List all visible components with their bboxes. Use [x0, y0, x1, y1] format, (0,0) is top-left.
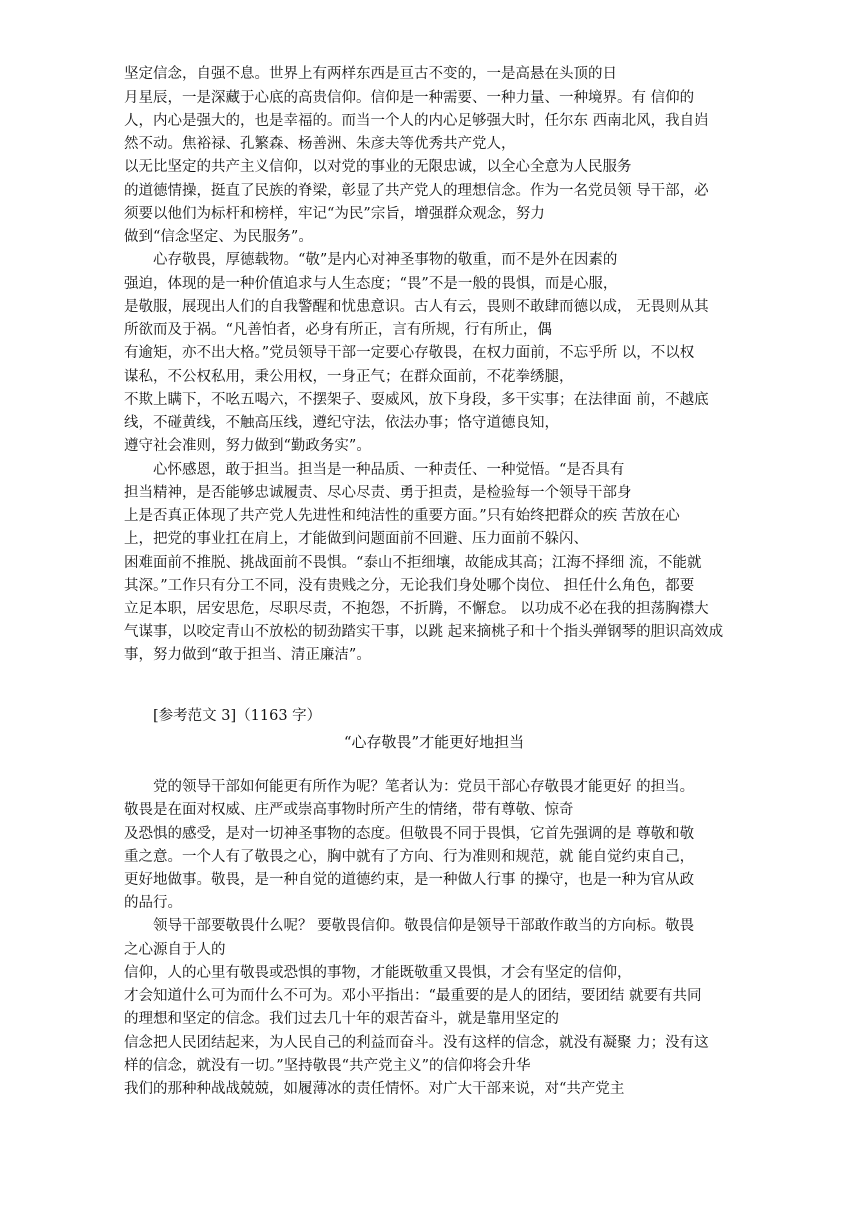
text-line: 及恐惧的感受，是对一切神圣事物的态度。但敬畏不同于畏惧，它首先强调的是 尊敬和敬	[124, 826, 695, 842]
text-line: 我们的那种种战战兢兢，如履薄冰的责任情怀。对广大干部来说，对“共产党主	[124, 1081, 625, 1097]
text-line: 做到“信念坚定、为民服务”。	[124, 229, 313, 245]
text-line: 之心源自于人的	[124, 942, 226, 958]
text-line: 谋私，不公权私用，秉公用权，一身正气；在群众面前，不花拳绣腿，	[124, 369, 574, 385]
text-line: 以无比坚定的共产主义信仰，以对党的事业的无限忠诚，以全心全意为人民服务	[124, 159, 632, 175]
text-line: 领导干部要敬畏什么呢？ 要敬畏信仰。敬畏信仰是领导干部敢作敢当的方向标。敬畏	[124, 918, 695, 934]
text-line: 的品行。	[124, 895, 182, 911]
text-line: 月星辰，一是深藏于心底的高贵信仰。信仰是一种需要、一种力量、一种境界。有 信仰的	[124, 90, 695, 106]
text-line: 遵守社会准则，努力做到“勤政务实”。	[124, 438, 371, 454]
text-line: 信仰，人的心里有敬畏或恐惧的事物，才能既敬重又畏惧，才会有坚定的信仰，	[124, 965, 632, 981]
text-line: 人，内心是强大的，也是幸福的。而当一个人的内心足够强大时，任尔东 西南北风，我自岿	[124, 113, 709, 129]
text-line: 强迫，体现的是一种价值追求与人生态度；“畏”不是一般的畏惧，而是心服，	[124, 276, 618, 292]
text-line: 党的领导干部如何能更有所作为呢？笔者认为：党员干部心存敬畏才能更好 的担当。	[124, 779, 695, 795]
text-line: 有逾矩，亦不出大格。”党员领导干部一定要心存敬畏，在权力面前，不忘乎所 以，不以权	[124, 345, 695, 361]
essay-title: “心存敬畏”才能更好地担当	[343, 733, 525, 751]
text-line: 心怀感恩，敢于担当。担当是一种品质、一种责任、一种觉悟。“是否具有	[124, 462, 625, 478]
reference-heading: [参考范文 3]（1163 字）	[124, 708, 322, 724]
text-line: 事，努力做到“敢于担当、清正廉洁”。	[124, 647, 371, 663]
text-line: 线，不碰黄线，不触高压线，遵纪守法，依法办事；恪守道德良知，	[124, 415, 559, 431]
text-line: 的理想和坚定的信念。我们过去几十年的艰苦奋斗，就是靠用坚定的	[124, 1011, 559, 1027]
text-line: 所欲而及于祸。“凡善怕者，必身有所正，言有所规，行有所止，偶	[124, 322, 552, 338]
text-line: 气谋事，以咬定青山不放松的韧劲踏实干事，以跳 起来摘桃子和十个指头弹钢琴的胆识高效成	[124, 624, 724, 640]
text-line: 才会知道什么可为而什么不可为。邓小平指出：“最重要的是人的团结，要团结 就要有共同	[124, 988, 702, 1004]
text-line: 重之意。一个人有了敬畏之心，胸中就有了方向、行为准则和规范，就 能自觉约束自己，	[124, 849, 695, 865]
text-line: 上是否真正体现了共产党人先进性和纯洁性的重要方面。”只有始终把群众的疾 苦放在心	[124, 508, 680, 524]
text-line: 更好地做事。敬畏，是一种自觉的道德约束，是一种做人行事 的操守，也是一种为官从政	[124, 872, 695, 888]
text-line: 担当精神，是否能够忠诚履责、尽心尽责、勇于担责，是检验每一个领导干部身	[124, 485, 632, 501]
text-line: 其深。”工作只有分工不同，没有贵贱之分，无论我们身处哪个岗位、 担任什么角色，都要	[124, 578, 695, 594]
text-line: 然不动。焦裕禄、孔繁森、杨善洲、朱彦夫等优秀共产党人，	[124, 136, 516, 152]
text-line: 坚定信念，自强不息。世界上有两样东西是亘古不变的，一是高悬在头顶的日	[124, 66, 617, 82]
text-line: 样的信念，就没有一切。”坚持敬畏“共产党主义”的信仰将会升华	[124, 1058, 531, 1074]
text-line: 上，把党的事业扛在肩上，才能做到问题面前不回避、压力面前不躲闪、	[124, 531, 588, 547]
text-line: 敬畏是在面对权威、庄严或崇高事物时所产生的情绪，带有尊敬、惊奇	[124, 802, 574, 818]
text-line: 不欺上瞒下，不吆五喝六，不摆架子、耍威风，放下身段，多干实事；在法律面 前，不越底	[124, 392, 709, 408]
text-line: 立足本职，居安思危，尽职尽责，不抱怨，不折腾，不懈怠。 以功成不必在我的担荡胸襟大	[124, 601, 709, 617]
text-line: 信念把人民团结起来，为人民自己的利益而奋斗。没有这样的信念，就没有凝聚 力；没有这	[124, 1035, 709, 1051]
text-line: 是敬服，展现出人们的自我警醒和忧患意识。古人有云，畏则不敢肆而德以成， 无畏则从其	[124, 299, 709, 315]
text-line: 的道德情操，挺直了民族的脊梁，彰显了共产党人的理想信念。作为一名党员领 导干部，必	[124, 183, 709, 199]
text-line: 心存敬畏，厚德载物。“敬”是内心对神圣事物的敬重，而不是外在因素的	[124, 252, 618, 268]
text-line: 须要以他们为标杆和榜样，牢记“为民”宗旨，增强群众观念，努力	[124, 206, 545, 222]
text-line: 困难面前不推脱、挑战面前不畏惧。“泰山不拒细壤，故能成其高；江海不择细 流，不能就	[124, 555, 702, 571]
